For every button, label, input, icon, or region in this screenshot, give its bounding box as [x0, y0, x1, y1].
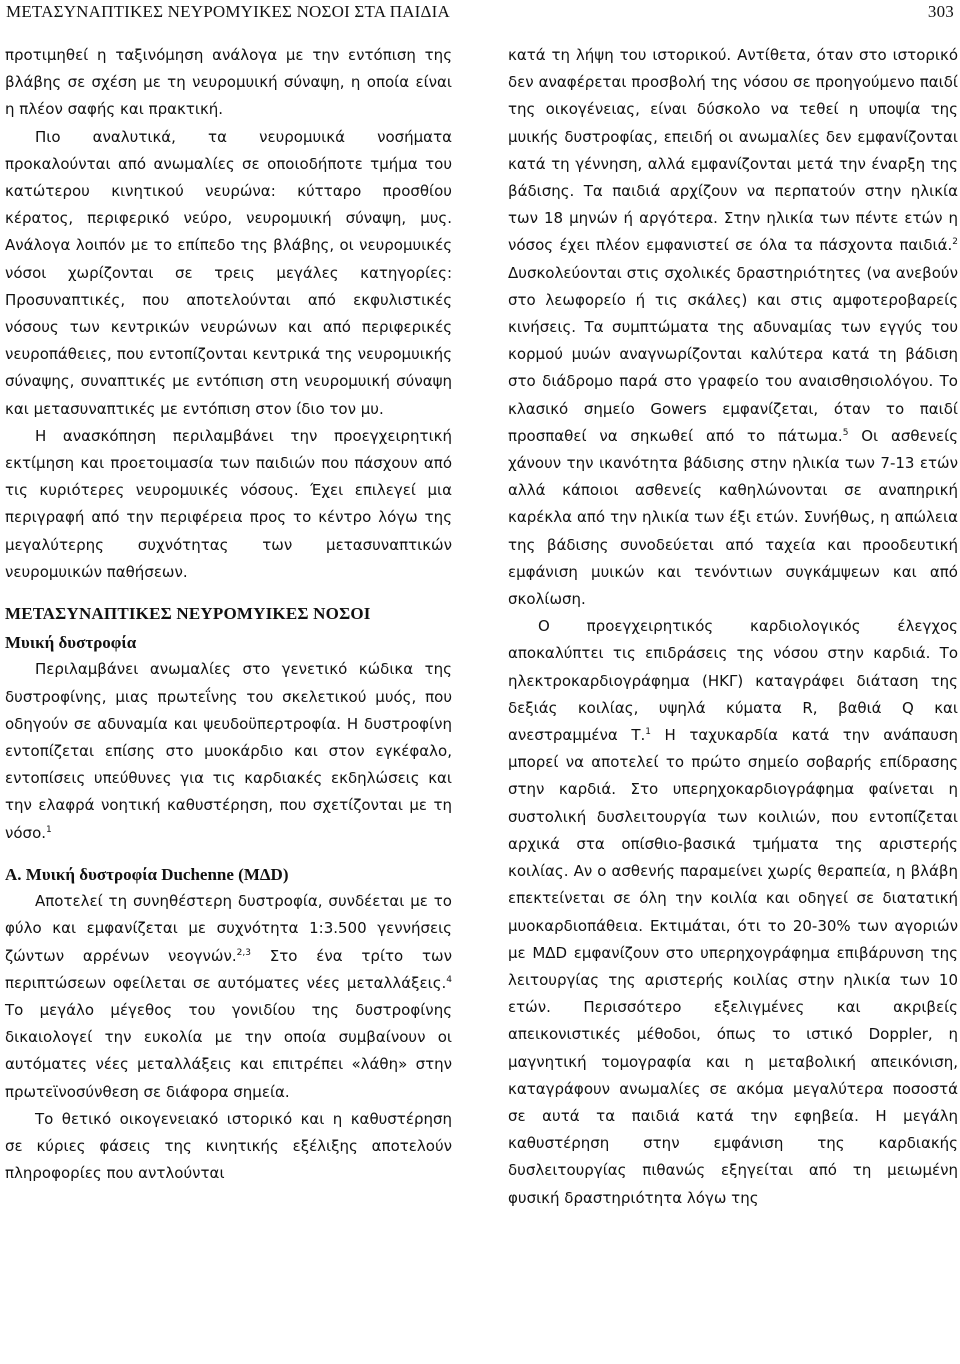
paragraph	[5, 656, 452, 846]
reference-marker: 1	[645, 727, 651, 738]
paragraph	[508, 42, 958, 613]
paragraph: Πιο αναλυτικά, τα νευρομυικά νοσήματα προκαλούνται από ανωμαλίες σε οποιοδήποτε τμήμα του κατώτερου κινητικού νευρώνα: κύτταρο προσθίου κέρατος, περιφερικό νεύρο, νευρομυική σύναψη, μυς. Ανάλογα λοιπόν με το επίπεδο της βλάβης, οι νευρομυικές νόσοι χωρίζονται σε τρεις μεγάλες κατηγορίες: Προσυναπτικές, που αποτελούνται από εκφυλιστικές νόσους των κεντρικών νευρώνων και από περιφερικές νευροπάθειες, που εντοπίζονται κεντρικά της νευρομυικής σύναψης, συναπτικές με εντόπιση στη νευρομυική σύναψη και μετασυναπτικές με εντόπιση στον ίδιο τον μυ.	[5, 127, 452, 418]
paragraph-text: Ο προεγχειρητικός καρδιολογικός έλεγχος αποκαλύπτει τις επιδράσεις της νόσου στην καρδιά. Το ηλεκτροκαρδιογράφημα (ΗΚΓ) καταγράφει διάταση της δεξιάς κοιλίας, υψηλά κύματα R, βαθιά Q και ανεστραμμένα Τ.	[508, 617, 958, 745]
paragraph-text: Αποτελεί τη συνηθέστερη δυστροφία, συνδέεται με το φύλο και εμφανίζεται με συχνότητα 1:3.500 γεννήσεις ζώντων αρρένων νεογνών.	[5, 892, 452, 965]
subheading-duchenne: Α. Μυική δυστροφία Duchenne (ΜΔD)	[5, 864, 289, 884]
paragraph: προτιμηθεί η ταξινόμηση ανάλογα με την εντόπιση της βλάβης σε σχέση με τη νευρομυική σύναψη, η οποία είναι η πλέον σαφής και πρακτική.	[5, 46, 452, 119]
running-head	[6, 2, 954, 28]
right-column	[508, 42, 958, 1212]
left-column	[5, 42, 452, 1187]
paragraph-text: Στο ένα τρίτο των περιπτώσεων οφείλεται σε αυτόματες νέες μεταλλάξεις.	[5, 946, 452, 992]
paragraph-text: Περιλαμβάνει ανωμαλίες στο γενετικό κώδικα της δυστροφίνης, μιας πρωτεΐνης του σκελετικού μυός, που οδηγούν σε αδυναμία και ψευδοϋπερτροφία. Η δυστροφίνη εντοπίζεται επίσης στο μυοκάρδιο και στον εγκέφαλο, εντοπίσεις υπεύθυνες για τις καρδιακές εκδηλώσεις και την ελαφρά νοητική καθυστέρηση, που σχετίζονται με τη νόσο.	[5, 660, 452, 842]
running-head-title: ΜΕΤΑΣΥΝΑΠΤΙΚΕΣ ΝΕΥΡΟΜΥΙΚΕΣ ΝΟΣΟΙ ΣΤΑ ΠΑΙΔΙΑ	[6, 2, 451, 21]
reference-marker: 1	[46, 824, 52, 835]
reference-marker: 2	[952, 237, 958, 248]
reference-marker: 4	[446, 974, 452, 985]
paragraph-text: Το μεγάλο μέγεθος του γονιδίου της δυστροφίνης δικαιολογεί την ευκολία με την οποία συμβαίνουν οι αυτόματες νέες μεταλλάξεις και επιτρέπει «λάθη» στην πρωτεϊνοσύνθεση σε διάφορα σημεία.	[5, 1000, 452, 1101]
paragraph	[5, 888, 452, 1106]
paragraph-text: Οι ασθενείς χάνουν την ικανότητα βάδισης στην ηλικία των 7-13 ετών αλλά κάποιοι ασθενείς καθηλώνονται σε αναπηρική καρέκλα από την ηλικία των έξι ετών. Συνήθως, η απώλεια της βάδισης συνοδεύεται από ταχεία και προοδευτική εμφάνιση μυικών και τενόντιων συγκάμψεων και από σκολίωση.	[508, 426, 958, 609]
paragraph: Η ανασκόπηση περιλαμβάνει την προεγχειρητική εκτίμηση και προετοιμασία των παιδιών που πάσχουν από τις κυριότερες νευρομυικές νόσους. Έχει επιλεγεί μια περιγραφή από την περιφέρεια προς το κέντρο λόγω της μεγαλύτερης συχνότητας των μετασυναπτικών νευρομυικών παθήσεων.	[5, 426, 452, 581]
paragraph: Το θετικό οικογενειακό ιστορικό και η καθυστέρηση σε κύριες φάσεις της κινητικής εξέλιξης αποτελούν πληροφορίες που αντλούνται	[5, 1109, 452, 1183]
page-number: 303	[927, 2, 954, 21]
reference-marker: 2,3	[236, 947, 251, 958]
section-heading: ΜΕΤΑΣΥΝΑΠΤΙΚΕΣ ΝΕΥΡΟΜΥΙΚΕΣ ΝΟΣΟΙ	[5, 604, 371, 624]
paragraph	[508, 613, 958, 1211]
reference-marker: 5	[842, 427, 849, 438]
paragraph-text: Δυσκολεύονται στις σχολικές δραστηριότητες (να ανεβούν στο λεωφορείο ή τις σκάλες) και στις αμφοτεροβαρείς κινήσεις. Τα συμπτώματα της αδυναμίας των εγγύς του κορμού μυών αναγνωρίζονται καλύτερα κατά τη βάδιση στο διάδρομο παρά στο γραφείο του αναισθησιολόγου. Το κλασικό σημείο Gowers εμφανίζεται, όταν το παιδί προσπαθεί να σηκωθεί από το πάτωμα.	[508, 263, 958, 445]
subheading-muscular-dystrophy: Μυική δυστροφία	[5, 633, 137, 653]
paragraph-text: Η ταχυκαρδία κατά την ανάπαυση μπορεί να αποτελεί το πρώτο σημείο σοβαρής επίδρασης στην καρδιά. Στο υπερηχοκαρδιογράφημα φαίνεται η συστολική δυσλειτουργία των κοιλιών, που εντοπίζεται αρχικά στα οπίσθιο-βασικά τμήματα της αριστερής κοιλίας. Αν ο ασθενής παραμείνει χωρίς θεραπεία, η βλάβη επεκτείνεται σε όλη την κοιλία και οδηγεί σε διατατική μυοκαρδιοπάθεια. Εκτιμάται, ότι το 20-30% των αγοριών με ΜΔD εμφανίζουν στο υπερηχογράφημα επιβάρυνση της λειτουργίας της αριστερής κοιλίας στην ηλικία των 10 ετών. Περισσότερο εξελιγμένες και ακριβείς απεικονιστικές μέθοδοι, όπως το ιστικό Doppler, η μαγνητική τομογραφία και η μεταβολική απεικόνιση, καταγράφουν ανωμαλίες σε ακόμα μεγαλύτερα ποσοστά σε αυτά τα παιδιά κατά την εφηβεία. Η μεγάλη καθυστέρηση στην εμφάνιση της καρδιακής δυσλειτουργίας πιθανώς εξηγείται από τη μειωμένη φυσική δραστηριότητα λόγω της	[508, 726, 958, 1207]
paragraph-text: κατά τη λήψη του ιστορικού. Αντίθετα, όταν στο ιστορικό δεν αναφέρεται προσβολή της νόσου σε προηγούμενο παιδί της οικογένειας, είναι δύσκολο να τεθεί η υποψία της μυικής δυστροφίας, επειδή οι ανωμαλίες δεν εμφανίζονται κατά τη γέννηση, αλλά εμφανίζονται μετά την έναρξη της βάδισης. Τα παιδιά αρχίζουν να περπατούν στην ηλικία των 18 μηνών ή αργότερα. Στην ηλικία των πέντε ετών η νόσος έχει πλέον εμφανιστεί σε όλα τα πάσχοντα παιδιά.	[508, 46, 958, 255]
